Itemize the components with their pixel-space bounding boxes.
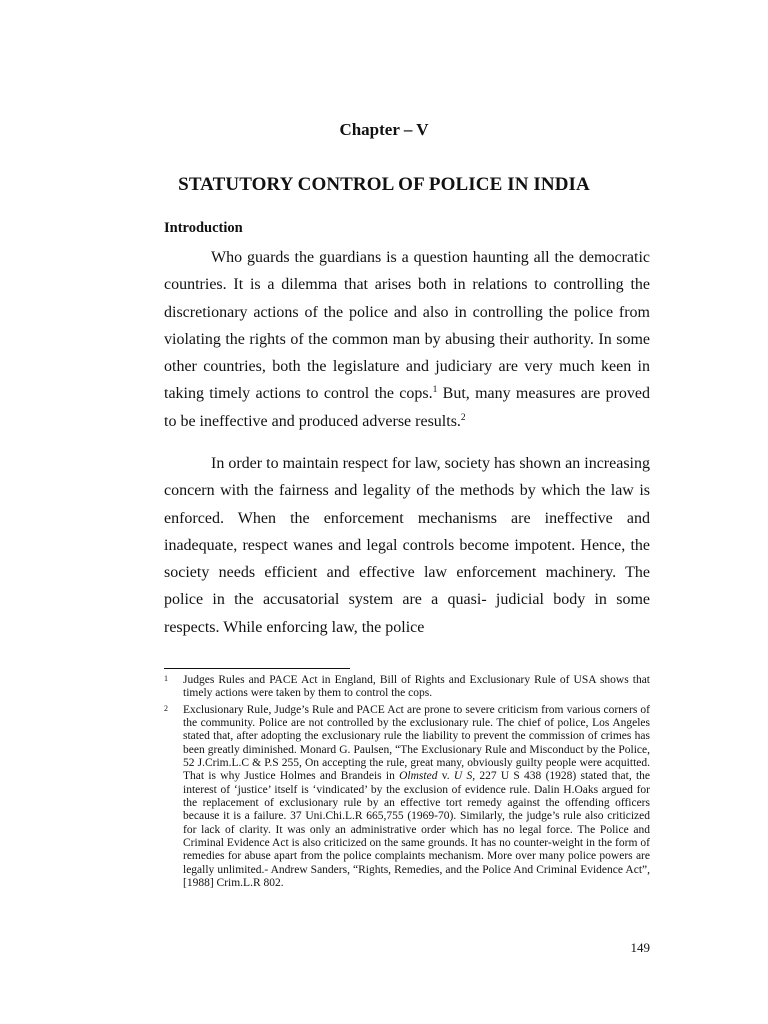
footnote-1: [164, 674, 650, 701]
footnote-divider: [164, 668, 350, 669]
section-heading: Introduction: [164, 220, 243, 236]
chapter-title: STATUTORY CONTROL OF POLICE IN INDIA: [178, 174, 590, 195]
page-number: 149: [630, 940, 650, 955]
paragraph-text: Who guards the guardians is a question haunting all the democratic countries. It is a dilemma that arises both in relations to controlling the discretionary actions of the police and also in controlling the police from violating the rights of the common man by abusing their authority. In some other countries, both the legislature and judiciary are very much keen in taking timely actions to control the cops.: [164, 249, 650, 403]
footnote-text-part: Exclusionary Rule, Judge’s Rule and PACE Act are prone to severe criticism from various corners of the community. Police are not controlled by the exclusionary rule. The chief of police, Los Angeles stated that, after adopting the exclusionary rule the liability to prevent the commission of crimes has been greatly diminished. Monard G. Paulsen, “The Exclusionary Rule and Misconduct by the Police, 52 J.Crim.L.C & P.S 255, On accepting the rule, great many, obviously guilty people were acquitted. That is why Justice Holmes and Brandeis in: [183, 703, 650, 783]
footnote-text-part: v.: [437, 770, 454, 783]
footnote-number: 2: [164, 703, 168, 713]
body-paragraph-2: [164, 450, 650, 641]
case-name: Olmsted: [399, 770, 438, 783]
footnote-ref-1: 1: [432, 385, 438, 396]
case-party: U S: [453, 770, 473, 783]
footnote-text: Judges Rules and PACE Act in England, Bill of Rights and Exclusionary Rule of USA shows that timely actions were taken by them to control the cops.: [183, 674, 650, 700]
footnote-2: [164, 704, 650, 891]
footnote-text-part: , 227 U S 438 (1928) stated that, the interest of ‘justice’ itself is ‘vindicated’ by the exclusion of evidence rule. Dalin H.Oaks argued for the replacement of exclusionary rule by an effective tort remedy against the offending officers because it is a failure. 37 Uni.Chi.L.R 665,755 (1969-70). Similarly, the judge’s rule also criticized for lack of clarity. It was only an administrative order which has no legal force. The Police and Criminal Evidence Act is also criticized on the same grounds. It has no counter-weight in the form of remedies for abuse apart from the police complaints mechanism. More over many police powers are legally unlimited.- Andrew Sanders, “Rights, Remedies, and the Police And Criminal Evidence Act”, [1988] Crim.L.R 802.: [183, 770, 650, 890]
footnote-ref-2: 2: [460, 412, 466, 423]
footnote-text: [183, 704, 650, 889]
footnotes: [164, 674, 650, 894]
paragraph-text-continued: But, many measures are proved to be ineffective and produced adverse results.: [164, 385, 650, 430]
paragraph-text: In order to maintain respect for law, society has shown an increasing concern with the fairness and legality of the methods by which the law is enforced. When the enforcement mechanisms are ineffective and inadequate, respect wanes and legal controls become impotent. Hence, the society needs efficient and effective law enforcement machinery. The police in the accusatorial system are a quasi- judicial body in some respects. While enforcing law, the police: [164, 455, 650, 636]
footnote-number: 1: [164, 674, 168, 683]
chapter-label: Chapter – V: [339, 120, 429, 139]
body-paragraph-1: [164, 244, 650, 435]
